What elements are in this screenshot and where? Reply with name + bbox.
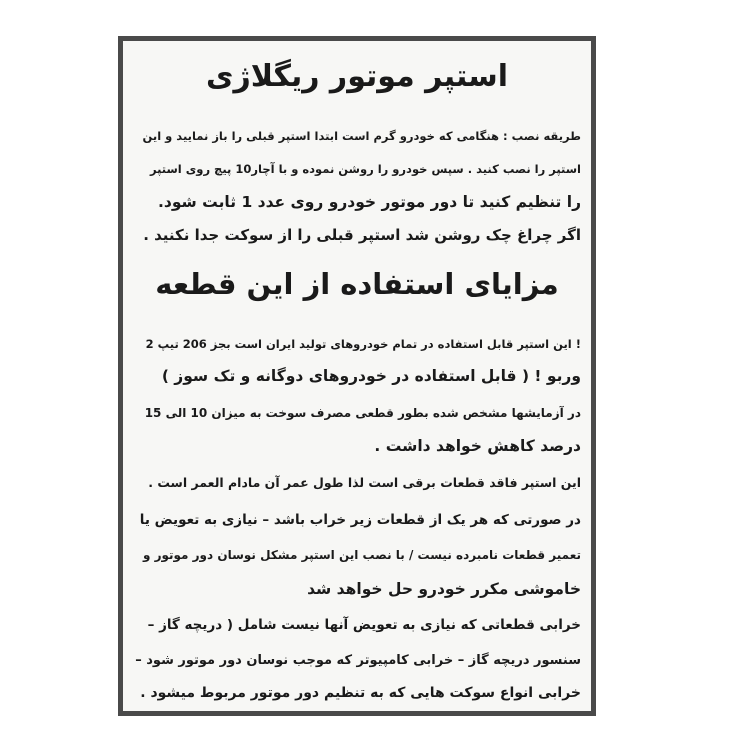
benefit-line-10: سنسور دریچه گاز – خرابی کامپیوتر که موجب نوسان دور موتور شود – [135,653,581,668]
benefit-line-7: تعمیر قطعات نامبرده نیست / با نصب این استپر مشکل نوسان دور موتور و [142,548,581,562]
benefit-line-11: خرابی انواع سوکت هایی که به تنظیم دور موتور مربوط میشود . [140,685,581,701]
printed-sheet [118,36,596,716]
install-line-4: اگر چراغ چک روشن شد استپر قبلی را از سوکت جدا نکنید . [143,226,581,244]
benefit-line-8: خاموشی مکرر خودرو حل خواهد شد [307,580,581,598]
benefit-line-6: در صورتی که هر یک از قطعات زیر خراب باشد – نیازی به تعویض یا [139,512,581,528]
document-title: استپر موتور ریگلاژی [205,59,509,94]
benefit-line-1: ! این استپر قابل استفاده در تمام خودروهای تولید ایران است بجز 206 تیپ 2 [145,337,581,351]
benefit-line-9: خرابی قطعاتی که نیازی به تعویض آنها نیست شامل ( دریچه گاز – [147,617,581,633]
benefit-line-4: درصد کاهش خواهد داشت . [374,437,581,455]
benefits-title: مزایای استفاده از این قطعه [155,267,559,301]
benefit-line-2: وربو ! ( قابل استفاده در خودروهای دوگانه و تک سوز ) [161,367,581,385]
install-line-2: استپر را نصب کنید . سپس خودرو را روشن نموده و با آچار10 پیچ روی استپر [149,162,581,176]
install-line-3: را تنظیم کنید تا دور موتور خودرو روی عدد 1 ثابت شود. [157,193,581,211]
benefit-line-3: در آزمایشها مشخص شده بطور قطعی مصرف سوخت به میزان 10 الی 15 [144,406,581,420]
benefit-line-5: این استپر فاقد قطعات برقی است لذا طول عمر آن مادام العمر است . [148,475,581,490]
install-line-1: طریقه نصب : هنگامی که خودرو گرم است ابتدا استپر قبلی را باز نمایید و این [142,129,581,143]
